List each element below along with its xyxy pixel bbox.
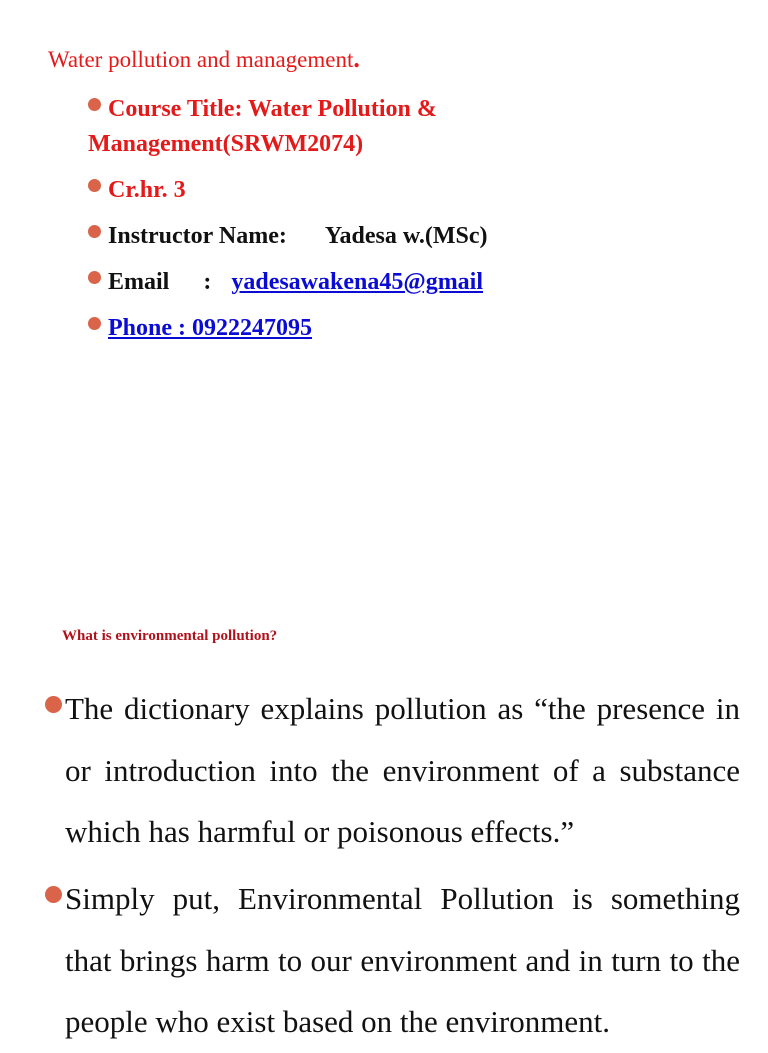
credit-hours: Cr.hr. 3	[108, 177, 186, 203]
phone-link[interactable]: Phone : 0922247095	[108, 315, 312, 341]
course-title-item	[88, 92, 437, 127]
bullet-icon	[88, 179, 101, 192]
instructor-item	[88, 219, 488, 254]
title-text: Water pollution and management	[48, 47, 354, 72]
email-link[interactable]: yadesawakena45@gmail	[231, 269, 484, 295]
section-heading: What is environmental pollution?	[62, 628, 278, 644]
email-item	[88, 265, 483, 300]
bullet-icon	[88, 225, 101, 238]
bullet-icon	[88, 98, 101, 111]
phone-item	[88, 311, 312, 346]
bullet-icon	[88, 271, 101, 284]
instructor-label: Instructor Name:	[108, 223, 287, 249]
course-title-item-cont	[88, 127, 363, 162]
paragraph-definition: The dictionary explains pollution as “the presence in or introduction into the environment of a substance which has harmful or poisonous effects.”	[65, 691, 740, 849]
paragraph-simple: Simply put, Environmental Pollution is something that brings harm to our environment and in turn to the people who exist based on the environment.	[65, 881, 740, 1039]
title-dot: .	[353, 44, 360, 73]
credit-hours-item	[88, 173, 186, 208]
email-label: Email	[108, 269, 170, 295]
bullet-icon	[88, 317, 101, 330]
course-title-line1: Course Title: Water Pollution &	[108, 96, 437, 122]
course-title-line2: Management(SRWM2074)	[88, 131, 364, 157]
bullet-icon	[45, 886, 62, 903]
bullet-icon	[45, 696, 62, 713]
instructor-name: Yadesa w.(MSc)	[324, 223, 488, 249]
document-title	[48, 44, 360, 74]
email-separator: :	[203, 269, 212, 295]
